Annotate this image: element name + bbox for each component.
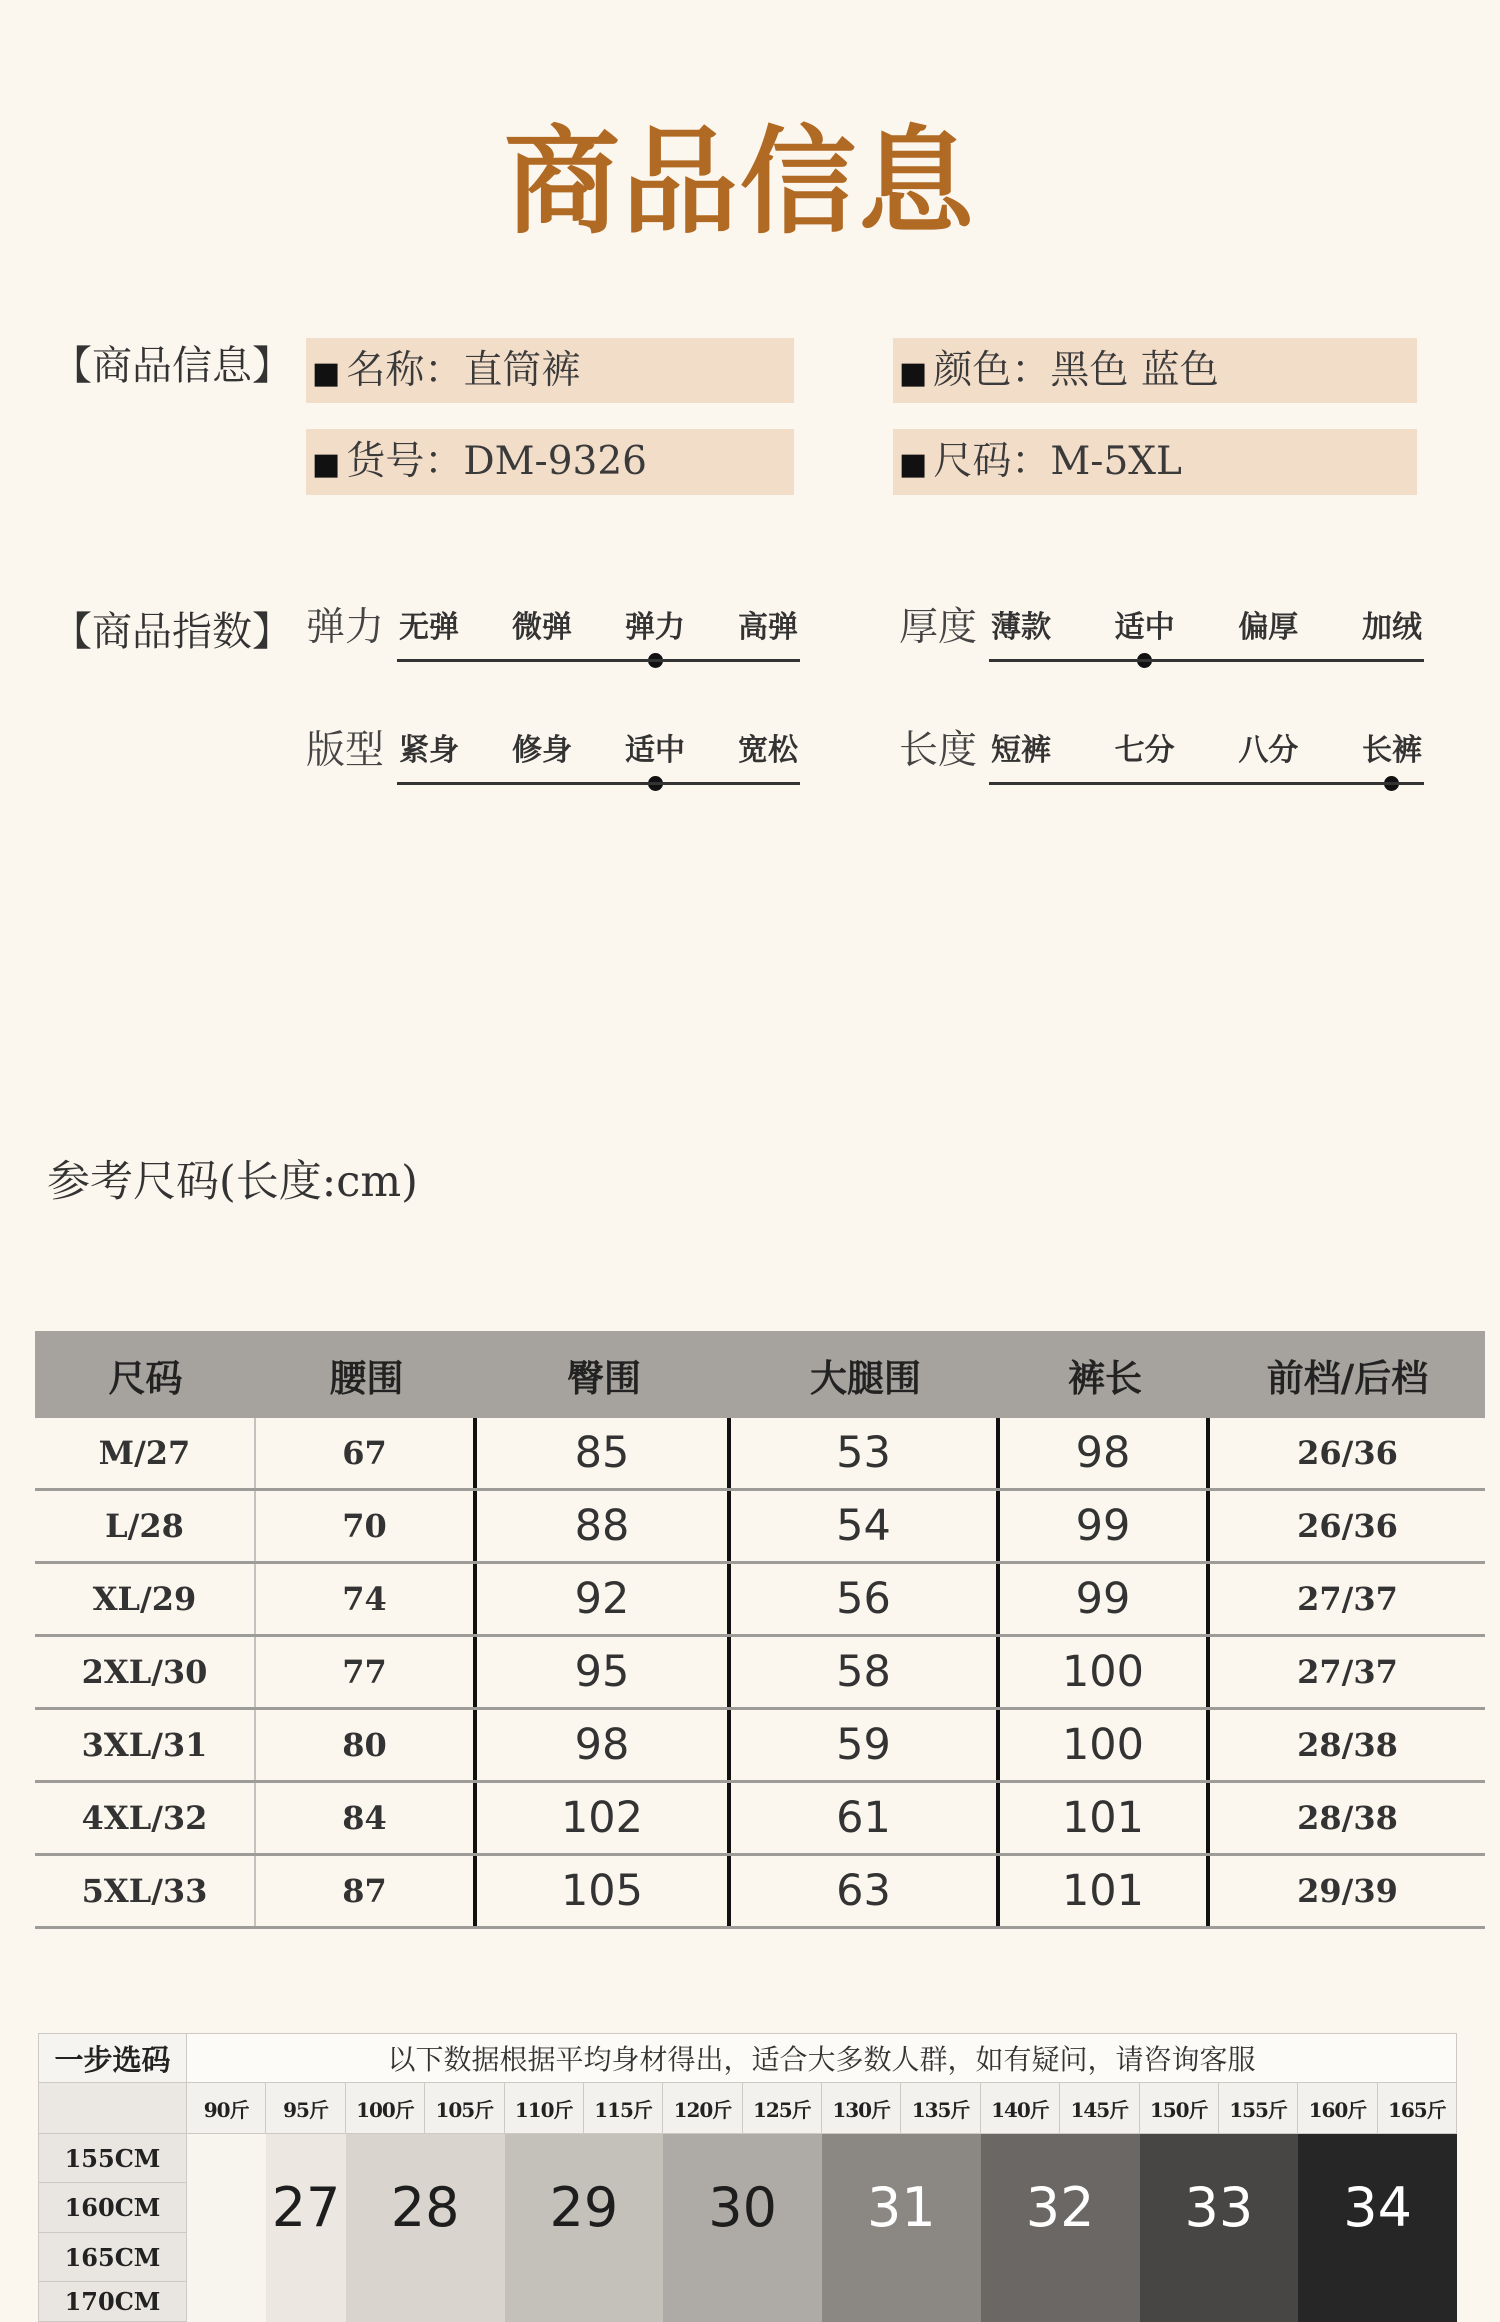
scale-length bbox=[899, 728, 1424, 801]
size-band-34 bbox=[1298, 2134, 1457, 2322]
scale-options bbox=[397, 608, 800, 648]
size-band-30 bbox=[663, 2134, 822, 2322]
cell-waist: 77 bbox=[256, 1637, 477, 1707]
scale-line bbox=[397, 659, 800, 662]
cell-rise: 28/38 bbox=[1297, 1799, 1398, 1837]
cell-thigh: 63 bbox=[731, 1856, 1000, 1926]
size-number: 30 bbox=[708, 2176, 777, 2239]
scale-elasticity bbox=[306, 605, 800, 678]
weight-header: 160斤 bbox=[1298, 2083, 1377, 2134]
size-number: 28 bbox=[390, 2176, 460, 2239]
page-title: 商品信息 bbox=[504, 114, 976, 250]
scale-option: 适中 bbox=[623, 731, 687, 771]
header-rise: 前档/后档 bbox=[1266, 1355, 1429, 1400]
scale-option: 高弹 bbox=[738, 610, 798, 645]
cell-waist: 70 bbox=[256, 1491, 477, 1561]
cell-thigh: 56 bbox=[731, 1564, 1000, 1634]
info-field-text: 名称：直筒裤 bbox=[346, 348, 581, 393]
size-number: 34 bbox=[1343, 2176, 1412, 2239]
size-band-28 bbox=[346, 2134, 505, 2322]
cell-size: 3XL/31 bbox=[35, 1710, 256, 1780]
weight-header: 140斤 bbox=[981, 2083, 1060, 2134]
cell-length: 100 bbox=[1000, 1637, 1210, 1707]
header-waist: 腰围 bbox=[329, 1355, 404, 1400]
size-band-29 bbox=[505, 2134, 664, 2322]
scale-thickness bbox=[899, 605, 1424, 678]
cell-size: 4XL/32 bbox=[35, 1783, 256, 1853]
scale-option: 紧身 bbox=[399, 733, 459, 768]
cell-size: 5XL/33 bbox=[35, 1856, 256, 1926]
size-reference-title: 参考尺码(长度:cm) bbox=[47, 1157, 418, 1207]
size-table-row bbox=[35, 1564, 1485, 1637]
size-band-33 bbox=[1140, 2134, 1299, 2322]
cell-size: 2XL/30 bbox=[35, 1637, 256, 1707]
scale-option: 宽松 bbox=[738, 733, 798, 768]
cell-length: 100 bbox=[1000, 1710, 1210, 1780]
scale-options bbox=[397, 731, 800, 771]
size-picker-note: 以下数据根据平均身材得出，适合大多数人群，如有疑问，请咨询客服 bbox=[187, 2033, 1457, 2083]
product-info-label: 【商品信息】 bbox=[52, 343, 292, 389]
scale-options bbox=[989, 608, 1424, 648]
scale-name: 厚度 bbox=[899, 605, 978, 650]
size-table bbox=[35, 1331, 1485, 1929]
cell-size: L/28 bbox=[35, 1491, 256, 1561]
cell-thigh: 61 bbox=[731, 1783, 1000, 1853]
scale-name: 版型 bbox=[306, 728, 385, 773]
size-number: 33 bbox=[1184, 2176, 1254, 2239]
cell-thigh: 53 bbox=[731, 1418, 1000, 1488]
header-size: 尺码 bbox=[108, 1355, 183, 1400]
cell-waist: 87 bbox=[256, 1856, 477, 1926]
weight-header: 130斤 bbox=[822, 2083, 901, 2134]
cell-rise: 26/36 bbox=[1297, 1507, 1398, 1545]
weight-header: 110斤 bbox=[505, 2083, 584, 2134]
height-label: 170CM bbox=[38, 2282, 187, 2322]
height-label: 160CM bbox=[38, 2183, 187, 2233]
info-field-text: 颜色：黑色 蓝色 bbox=[933, 348, 1219, 393]
size-table-row bbox=[35, 1710, 1485, 1783]
size-picker-chart bbox=[38, 2033, 1457, 2322]
size-number: 27 bbox=[271, 2176, 341, 2239]
cell-length: 101 bbox=[1000, 1856, 1210, 1926]
scale-option: 七分 bbox=[1114, 733, 1175, 768]
cell-waist: 67 bbox=[256, 1418, 477, 1488]
scale-line bbox=[989, 659, 1424, 662]
scale-option: 弹力 bbox=[623, 608, 687, 648]
info-field-size bbox=[893, 429, 1417, 495]
size-band-blank bbox=[187, 2134, 266, 2322]
scale-line bbox=[989, 782, 1424, 785]
weight-header: 100斤 bbox=[346, 2083, 425, 2134]
cell-rise: 27/37 bbox=[1297, 1580, 1398, 1618]
size-table-row bbox=[35, 1491, 1485, 1564]
size-picker-title: 一步选码 bbox=[38, 2033, 187, 2083]
size-table-row bbox=[35, 1783, 1485, 1856]
cell-thigh: 54 bbox=[731, 1491, 1000, 1561]
header-length: 裤长 bbox=[1068, 1355, 1142, 1400]
size-band-27 bbox=[266, 2134, 345, 2322]
scale-option: 长裤 bbox=[1360, 731, 1424, 771]
scale-options bbox=[989, 731, 1424, 771]
info-field-color bbox=[893, 338, 1417, 403]
cell-hip: 98 bbox=[477, 1710, 731, 1780]
scale-option: 偏厚 bbox=[1238, 610, 1299, 645]
size-number: 32 bbox=[1025, 2176, 1095, 2239]
cell-rise: 27/37 bbox=[1297, 1653, 1398, 1691]
info-field-name bbox=[306, 338, 794, 403]
weight-header: 165斤 bbox=[1378, 2083, 1457, 2134]
bullet-square-icon: ■ bbox=[312, 447, 341, 482]
scale-option: 适中 bbox=[1113, 608, 1177, 648]
bullet-square-icon: ■ bbox=[899, 447, 928, 482]
size-table-row bbox=[35, 1856, 1485, 1929]
cell-rise: 26/36 bbox=[1297, 1434, 1398, 1472]
info-field-text: 货号：DM-9326 bbox=[346, 439, 647, 484]
weight-header: 115斤 bbox=[584, 2083, 663, 2134]
cell-rise: 28/38 bbox=[1297, 1726, 1398, 1764]
cell-rise: 29/39 bbox=[1297, 1872, 1398, 1910]
scale-name: 弹力 bbox=[306, 605, 385, 650]
scale-option: 薄款 bbox=[991, 610, 1051, 645]
weight-header: 90斤 bbox=[187, 2083, 266, 2134]
cell-thigh: 58 bbox=[731, 1637, 1000, 1707]
cell-waist: 84 bbox=[256, 1783, 477, 1853]
scale-option: 修身 bbox=[512, 733, 572, 768]
cell-length: 101 bbox=[1000, 1783, 1210, 1853]
size-table-header bbox=[35, 1331, 1485, 1418]
cell-waist: 74 bbox=[256, 1564, 477, 1634]
weight-header: 145斤 bbox=[1060, 2083, 1139, 2134]
scale-option: 八分 bbox=[1238, 733, 1299, 768]
height-label: 155CM bbox=[38, 2134, 187, 2183]
size-table-row bbox=[35, 1637, 1485, 1710]
scale-name: 长度 bbox=[899, 728, 978, 773]
weight-header: 135斤 bbox=[901, 2083, 980, 2134]
cell-hip: 95 bbox=[477, 1637, 731, 1707]
cell-length: 98 bbox=[1000, 1418, 1210, 1488]
bullet-square-icon: ■ bbox=[312, 356, 341, 391]
size-picker-corner-cell bbox=[38, 2083, 187, 2134]
cell-waist: 80 bbox=[256, 1710, 477, 1780]
weight-header: 125斤 bbox=[743, 2083, 822, 2134]
size-table-row bbox=[35, 1418, 1485, 1491]
cell-length: 99 bbox=[1000, 1564, 1210, 1634]
weight-header: 120斤 bbox=[663, 2083, 742, 2134]
cell-size: M/27 bbox=[35, 1418, 256, 1488]
weight-header: 155斤 bbox=[1219, 2083, 1298, 2134]
scale-option: 加绒 bbox=[1361, 610, 1422, 645]
cell-size: XL/29 bbox=[35, 1564, 256, 1634]
cell-hip: 105 bbox=[477, 1856, 731, 1926]
height-label: 165CM bbox=[38, 2233, 187, 2282]
cell-length: 99 bbox=[1000, 1491, 1210, 1561]
info-field-item-number bbox=[306, 429, 794, 495]
info-field-text: 尺码：M-5XL bbox=[933, 439, 1182, 484]
header-thigh: 大腿围 bbox=[810, 1355, 921, 1400]
bullet-square-icon: ■ bbox=[899, 356, 928, 391]
header-hip: 臀围 bbox=[567, 1355, 641, 1400]
cell-hip: 102 bbox=[477, 1783, 731, 1853]
scale-option: 微弹 bbox=[512, 610, 572, 645]
scale-option: 短裤 bbox=[991, 733, 1051, 768]
size-band-31 bbox=[822, 2134, 981, 2322]
cell-hip: 92 bbox=[477, 1564, 731, 1634]
size-number: 31 bbox=[867, 2176, 936, 2239]
size-band-32 bbox=[981, 2134, 1140, 2322]
weight-header: 105斤 bbox=[425, 2083, 504, 2134]
weight-header: 95斤 bbox=[266, 2083, 345, 2134]
weight-header: 150斤 bbox=[1140, 2083, 1219, 2134]
size-number: 29 bbox=[549, 2176, 619, 2239]
cell-hip: 85 bbox=[477, 1418, 731, 1488]
scale-option: 无弹 bbox=[399, 610, 459, 645]
cell-thigh: 59 bbox=[731, 1710, 1000, 1780]
scale-line bbox=[397, 782, 800, 785]
scale-fit bbox=[306, 728, 800, 801]
cell-hip: 88 bbox=[477, 1491, 731, 1561]
product-index-label: 【商品指数】 bbox=[52, 609, 292, 655]
